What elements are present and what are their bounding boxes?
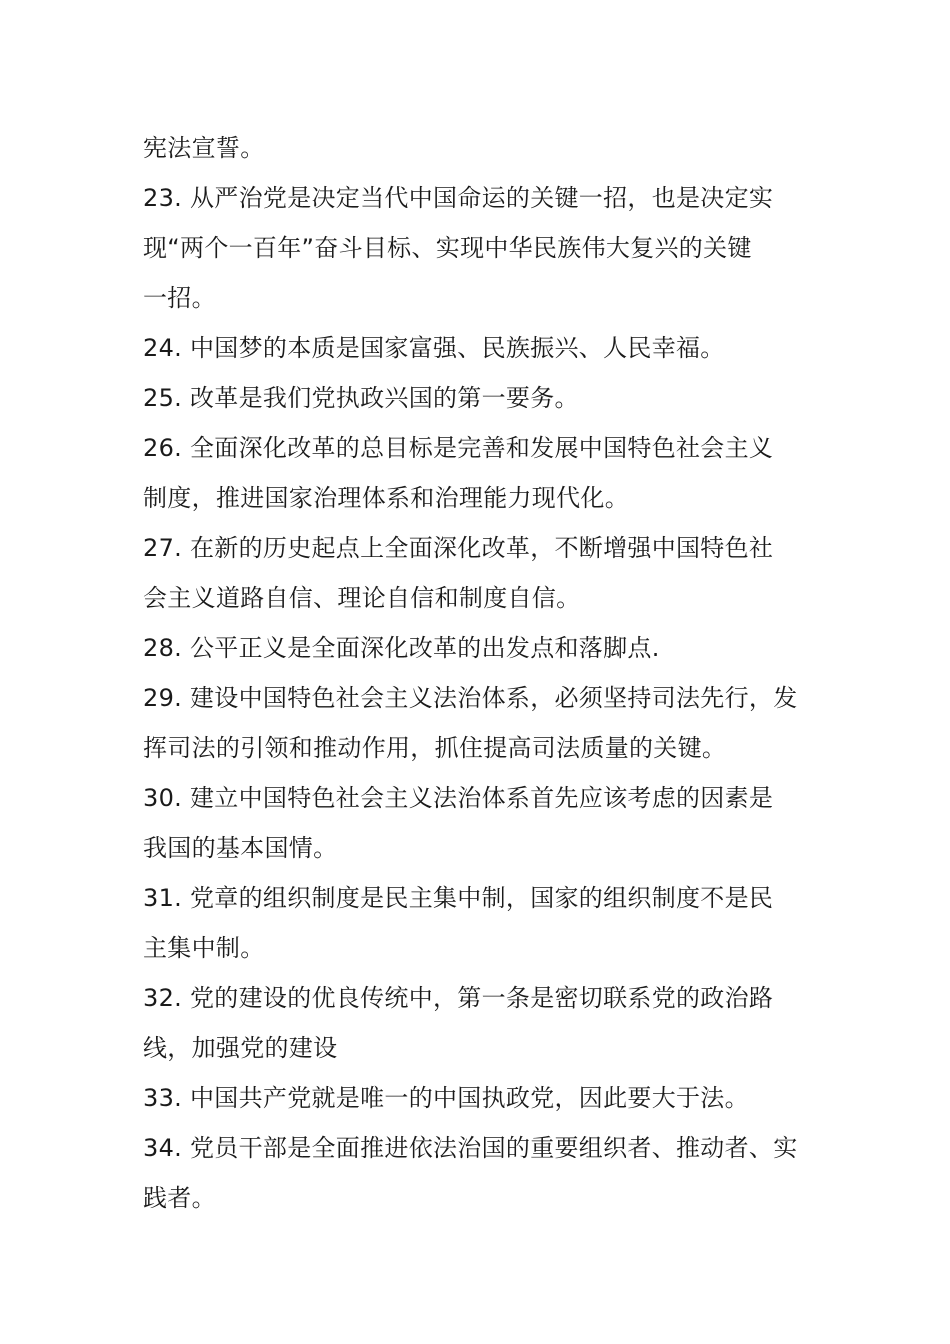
text-line: 宪法宣誓。: [143, 134, 265, 162]
text-line: 现“两个一百年”奋斗目标、实现中华民族伟大复兴的关键: [143, 234, 752, 262]
text-line: 33. 中国共产党就是唯一的中国执政党，因此要大于法。: [143, 1084, 749, 1112]
text-line: 27. 在新的历史起点上全面深化改革，不断增强中国特色社: [143, 534, 774, 562]
text-line: 践者。: [143, 1184, 216, 1212]
text-line: 23. 从严治党是决定当代中国命运的关键一招，也是决定实: [143, 184, 774, 212]
text-line: 线，加强党的建设: [143, 1034, 338, 1062]
text-line: 制度，推进国家治理体系和治理能力现代化。: [143, 484, 629, 512]
text-line: 我国的基本国情。: [143, 834, 338, 862]
text-line: 29. 建设中国特色社会主义法治体系，必须坚持司法先行，发: [143, 684, 798, 712]
text-line: 28. 公平正义是全面深化改革的出发点和落脚点.: [143, 634, 660, 662]
text-line: 32. 党的建设的优良传统中，第一条是密切联系党的政治路: [143, 984, 774, 1012]
text-line: 主集中制。: [143, 934, 265, 962]
text-line: 26. 全面深化改革的总目标是完善和发展中国特色社会主义: [143, 434, 774, 462]
text-line: 30. 建立中国特色社会主义法治体系首先应该考虑的因素是: [143, 784, 774, 812]
text-line: 一招。: [143, 284, 216, 312]
text-line: 31. 党章的组织制度是民主集中制，国家的组织制度不是民: [143, 884, 774, 912]
text-line: 会主义道路自信、理论自信和制度自信。: [143, 584, 581, 612]
text-line: 24. 中国梦的本质是国家富强、民族振兴、人民幸福。: [143, 334, 725, 362]
text-line: 25. 改革是我们党执政兴国的第一要务。: [143, 384, 579, 412]
text-line: 34. 党员干部是全面推进依法治国的重要组织者、推动者、实: [143, 1134, 798, 1162]
text-line: 挥司法的引领和推动作用，抓住提高司法质量的关键。: [143, 734, 727, 762]
